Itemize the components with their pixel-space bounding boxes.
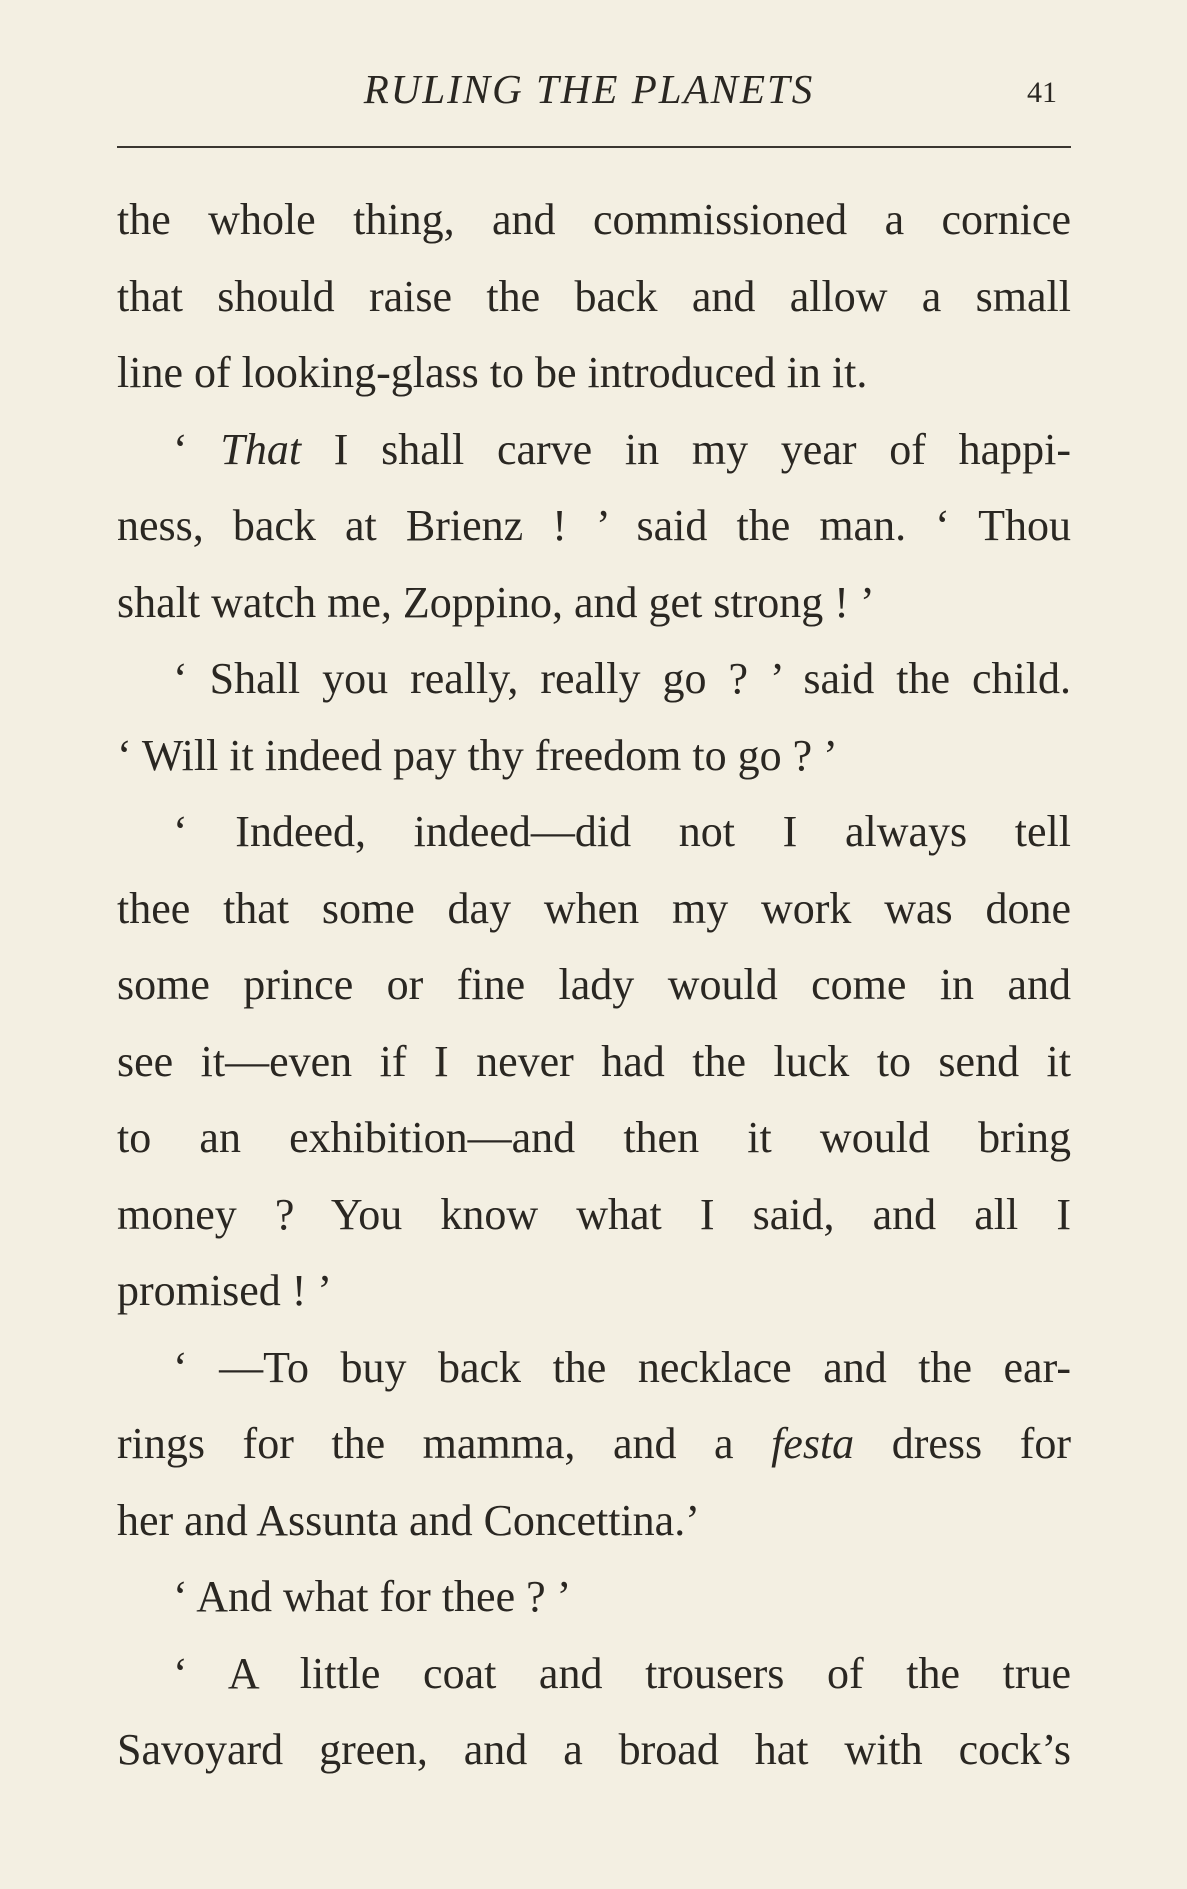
body-text: [117, 182, 1071, 1789]
text-line: [117, 335, 1071, 412]
text-segment: that should raise the back and allow a small: [117, 271, 1071, 321]
text-line: [117, 412, 1071, 489]
text-line: [117, 259, 1071, 336]
text-segment: I shall carve in my year of happi-: [301, 424, 1071, 474]
text-segment: ‘ A little coat and trousers of the true: [173, 1648, 1071, 1698]
text-segment: promised ! ’: [117, 1266, 333, 1315]
text-segment: ‘ —To buy back the necklace and the ear-: [173, 1342, 1071, 1392]
text-line: [117, 1177, 1071, 1254]
text-line: [117, 794, 1071, 871]
text-line: [117, 1330, 1071, 1407]
text-segment: to an exhibition—and then it would bring: [117, 1113, 1071, 1162]
text-line: [117, 1483, 1071, 1560]
text-segment: some prince or fine lady would come in and: [117, 960, 1071, 1009]
running-head: [117, 64, 1071, 114]
text-segment: line of looking-glass to be introduced in it.: [117, 348, 868, 397]
text-segment: dress for: [854, 1419, 1071, 1468]
text-segment: ness, back at Brienz ! ’ said the man. ‘ Thou: [117, 501, 1071, 550]
text-line: [117, 1406, 1071, 1483]
page-number: 41: [1027, 76, 1057, 109]
text-segment: ‘ Shall you really, really go ? ’ said the child.: [173, 654, 1071, 703]
header-rule: [117, 146, 1071, 148]
italic-text: That: [220, 424, 302, 474]
text-line: [117, 947, 1071, 1024]
text-segment: see it—even if I never had the luck to send it: [117, 1036, 1071, 1086]
text-line: [117, 1024, 1071, 1101]
text-line: [117, 1712, 1071, 1789]
text-segment: money ? You know what I said, and all I: [117, 1189, 1071, 1239]
text-line: [117, 1636, 1071, 1713]
text-segment: ‘ And what for thee ? ’: [173, 1572, 572, 1621]
text-segment: her and Assunta and Concettina.’: [117, 1495, 700, 1545]
text-line: [117, 565, 1071, 642]
text-line: [117, 641, 1071, 718]
italic-text: festa: [771, 1419, 855, 1468]
text-segment: shalt watch me, Zoppino, and get strong ! ’: [117, 577, 875, 627]
text-line: [117, 488, 1071, 565]
text-segment: rings for the mamma, and a: [117, 1419, 772, 1468]
text-segment: ‘ Indeed, indeed—did not I always tell: [173, 807, 1071, 856]
text-segment: the whole thing, and commissioned a cornice: [117, 195, 1071, 244]
text-segment: ‘ Will it indeed pay thy freedom to go ? ’: [117, 730, 838, 780]
text-line: [117, 871, 1071, 948]
running-title: RULING THE PLANETS: [363, 66, 815, 112]
text-line: [117, 1100, 1071, 1177]
text-line: [117, 1253, 1071, 1330]
text-line: [117, 182, 1071, 259]
text-line: [117, 1559, 1071, 1636]
text-segment: ‘: [173, 424, 221, 474]
text-line: [117, 718, 1071, 795]
text-segment: Savoyard green, and a broad hat with cock’s: [117, 1725, 1071, 1774]
text-segment: thee that some day when my work was done: [117, 883, 1071, 933]
